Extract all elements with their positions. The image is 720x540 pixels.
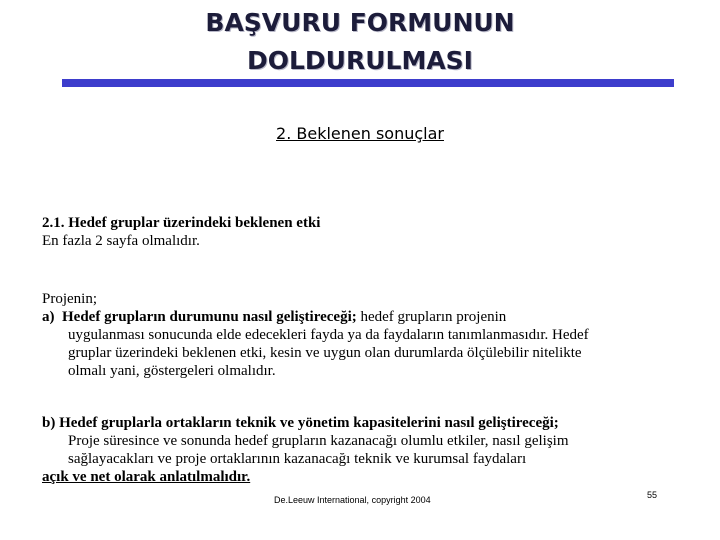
slide-subtitle: 2. Beklenen sonuçlar	[276, 124, 444, 143]
page-number: 55	[647, 490, 658, 500]
item-b-line1: Proje süresince ve sonunda hedef grupların kazanacağı olumlu etkiler, nasıl gelişim	[68, 433, 569, 449]
slide-title-line1: BAŞVURU FORMUNUN	[205, 8, 515, 37]
slide-title-line2: DOLDURULMASI	[246, 46, 473, 75]
item-a-label: a)	[42, 309, 55, 325]
item-a-line2: uygulanması sonucunda elde edecekleri fayda ya da faydaların tanımlanmasıdır. Hedef	[68, 327, 589, 343]
item-b-heading: b) Hedef gruplarla ortakların teknik ve yönetim kapasitelerini nasıl geliştireceği;	[42, 415, 559, 431]
footer-copyright: De.Leeuw International, copyright 2004	[274, 495, 431, 505]
item-a-first-line	[42, 308, 692, 326]
item-b-emphasis: açık ve net olarak anlatılmalıdır.	[42, 469, 251, 485]
intro-text: Projenin;	[42, 291, 97, 307]
section-heading: 2.1. Hedef gruplar üzerindeki beklenen etki	[42, 215, 321, 231]
section-note: En fazla 2 sayfa olmalıdır.	[42, 233, 200, 249]
item-a-line3: gruplar üzerindeki beklenen etki, kesin ve uygun olan durumlarda ölçülebilir nitelikte	[68, 345, 582, 361]
section-block	[42, 214, 320, 250]
item-a-rest-line1: hedef grupların projenin	[356, 309, 507, 325]
item-a-line4: olmalı yani, göstergeleri olmalıdır.	[68, 363, 276, 379]
item-b-block	[42, 414, 702, 486]
item-b-line2: sağlayacakları ve proje ortaklarının kazanacağı teknik ve kurumsal faydaları	[68, 451, 527, 467]
item-a-bold-text: Hedef grupların durumunu nasıl geliştireceği;	[62, 309, 357, 325]
item-a-block	[42, 290, 692, 380]
slide-title	[0, 4, 720, 80]
title-underline-bar	[62, 79, 674, 87]
